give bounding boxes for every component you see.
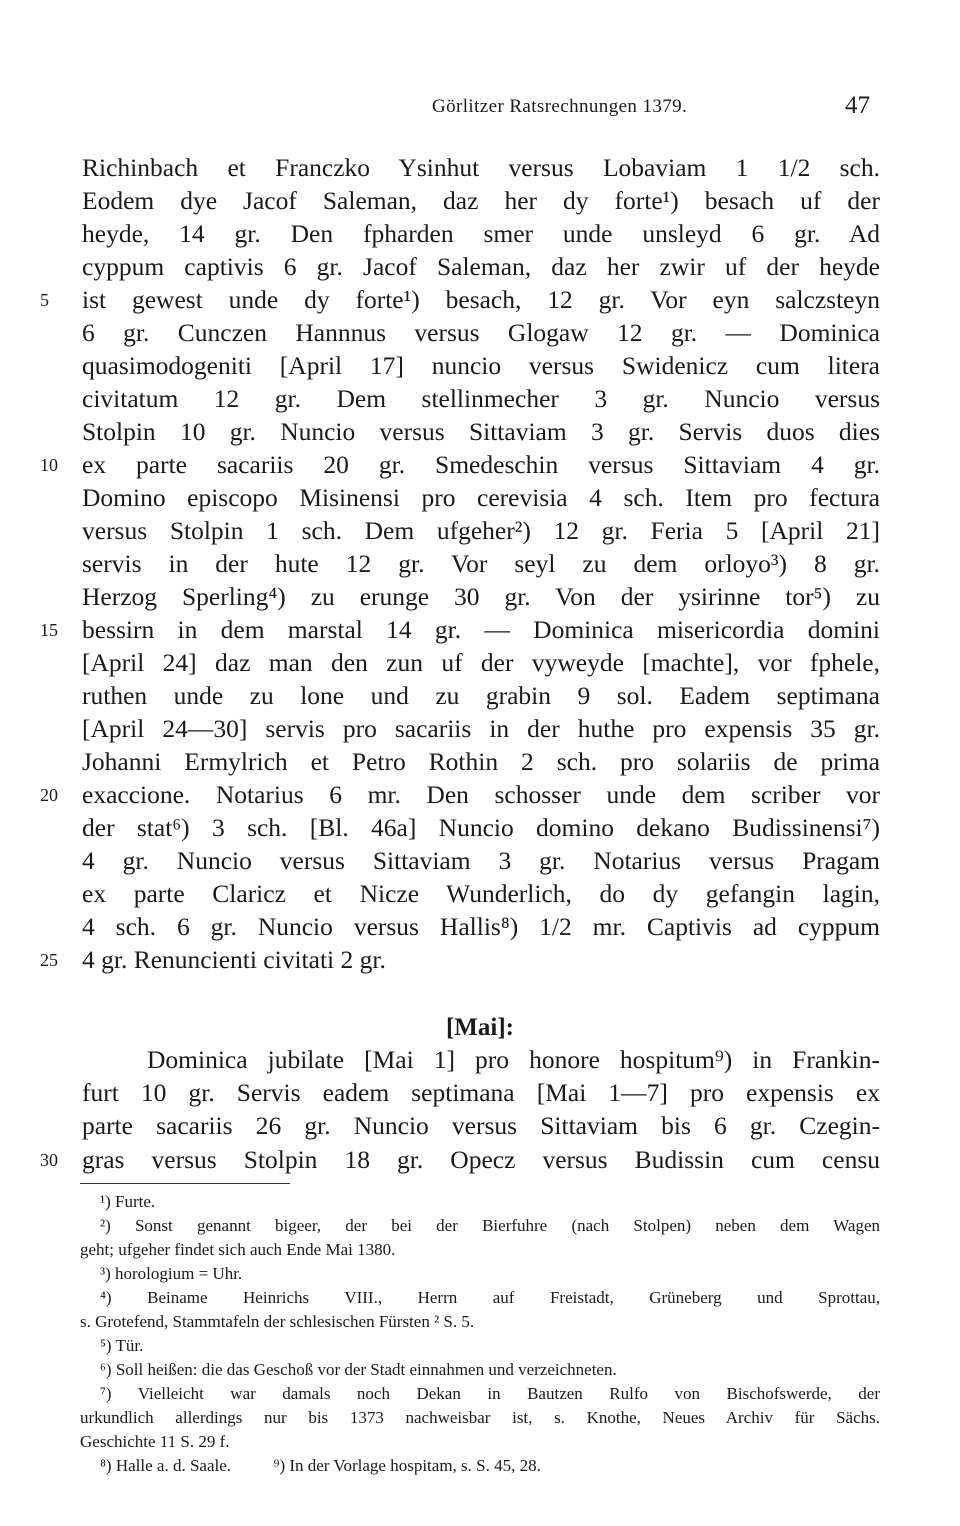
text-line: servis in der hute 12 gr. Vor seyl zu dem orloyo³) 8 gr. — [82, 549, 880, 578]
footnote: ⁸) Halle a. d. Saale. ⁹) In der Vorlage hospitam, s. S. 45, 28. — [100, 1456, 541, 1475]
line-number: 15 — [40, 620, 58, 640]
text-line: Richinbach et Franczko Ysinhut versus Lobaviam 1 1/2 sch. — [82, 153, 880, 182]
text-line: [April 24] daz man den zun uf der vyweyde [machte], vor fphele, — [82, 648, 880, 677]
text-line: 6 gr. Cunczen Hannnus versus Glogaw 12 gr. — Dominica — [82, 318, 880, 347]
text-line: ruthen unde zu lone und zu grabin 9 sol. Eadem septimana — [82, 681, 880, 710]
footnote-continuation: s. Grotefend, Stammtafeln der schlesischen Fürsten ² S. 5. — [80, 1312, 475, 1331]
text-line: furt 10 gr. Servis eadem septimana [Mai 1—7] pro expensis ex — [82, 1078, 880, 1107]
text-line: Johanni Ermylrich et Petro Rothin 2 sch. pro solariis de prima — [82, 747, 880, 776]
line-number: 10 — [40, 455, 58, 475]
text-line: ex parte Claricz et Nicze Wunderlich, do dy gefangin lagin, — [82, 879, 880, 908]
footnote: ⁷) Vielleicht war damals noch Dekan in Bautzen Rulfo von Bischofswerde, der — [100, 1384, 880, 1403]
text-line: cyppum captivis 6 gr. Jacof Saleman, daz her zwir uf der heyde — [82, 252, 880, 281]
line-number: 25 — [40, 950, 58, 970]
page-header — [0, 92, 960, 122]
footnote: ²) Sonst genannt bigeer, der bei der Bierfuhre (nach Stolpen) neben dem Wagen — [100, 1216, 880, 1235]
footnote: ¹) Furte. — [100, 1192, 156, 1211]
text-line: ex parte sacariis 20 gr. Smedeschin versus Sittaviam 4 gr. — [82, 450, 880, 479]
footnote-continuation: geht; ufgeher findet sich auch Ende Mai 1380. — [80, 1240, 396, 1259]
text-line: [April 24—30] servis pro sacariis in der huthe pro expensis 35 gr. — [82, 714, 880, 743]
footnote: ³) horologium = Uhr. — [100, 1264, 243, 1283]
footnote: ⁴) Beiname Heinrichs VIII., Herrn auf Freistadt, Grüneberg und Sprottau, — [100, 1288, 880, 1307]
page-number: 47 — [845, 92, 870, 119]
text-line: Herzog Sperling⁴) zu erunge 30 gr. Von der ysirinne tor⁵) zu — [82, 582, 880, 611]
footnote: ⁵) Tür. — [100, 1336, 144, 1355]
section-heading: [Mai]: — [445, 1014, 515, 1041]
line-number: 30 — [40, 1150, 58, 1170]
text-line: parte sacariis 26 gr. Nuncio versus Sittaviam bis 6 gr. Czegin- — [82, 1111, 880, 1140]
text-line: 4 sch. 6 gr. Nuncio versus Hallis⁸) 1/2 mr. Captivis ad cyppum — [82, 912, 880, 941]
text-line: Stolpin 10 gr. Nuncio versus Sittaviam 3 gr. Servis duos dies — [82, 417, 880, 446]
text-line: gras versus Stolpin 18 gr. Opecz versus Budissin cum censu — [82, 1145, 880, 1174]
text-line: bessirn in dem marstal 14 gr. — Dominica misericordia domini — [82, 615, 880, 644]
text-line: heyde, 14 gr. Den fpharden smer unde unsleyd 6 gr. Ad — [82, 219, 880, 248]
footnote-continuation: Geschichte 11 S. 29 f. — [80, 1432, 230, 1451]
text-line: versus Stolpin 1 sch. Dem ufgeher²) 12 gr. Feria 5 [April 21] — [82, 516, 880, 545]
text-line: Domino episcopo Misinensi pro cerevisia 4 sch. Item pro fectura — [82, 483, 880, 512]
footnote: ⁶) Soll heißen: die das Geschoß vor der Stadt einnahmen und verzeichneten. — [100, 1360, 617, 1379]
text-line: 4 gr. Nuncio versus Sittaviam 3 gr. Notarius versus Pragam — [82, 846, 880, 875]
text-line: ist gewest unde dy forte¹) besach, 12 gr. Vor eyn salczsteyn — [82, 285, 880, 314]
text-line: Dominica jubilate [Mai 1] pro honore hospitum⁹) in Frankin- — [147, 1045, 880, 1074]
text-line: 4 gr. Renuncienti civitati 2 gr. — [82, 945, 386, 974]
text-line: quasimodogeniti [April 17] nuncio versus Swidenicz cum litera — [82, 351, 880, 380]
text-line: exaccione. Notarius 6 mr. Den schosser unde dem scriber vor — [82, 780, 880, 809]
text-line: civitatum 12 gr. Dem stellinmecher 3 gr. Nuncio versus — [82, 384, 880, 413]
footnote-continuation: urkundlich allerdings nur bis 1373 nachweisbar ist, s. Knothe, Neues Archiv für Sächs. — [80, 1408, 880, 1427]
footnote-rule — [80, 1183, 290, 1184]
running-head: Görlitzer Ratsrechnungen 1379. — [432, 96, 688, 117]
text-line: Eodem dye Jacof Saleman, daz her dy forte¹) besach uf der — [82, 186, 880, 215]
line-number: 5 — [40, 290, 49, 310]
line-number: 20 — [40, 785, 58, 805]
text-line: der stat⁶) 3 sch. [Bl. 46a] Nuncio domino dekano Budissinensi⁷) — [82, 813, 880, 842]
